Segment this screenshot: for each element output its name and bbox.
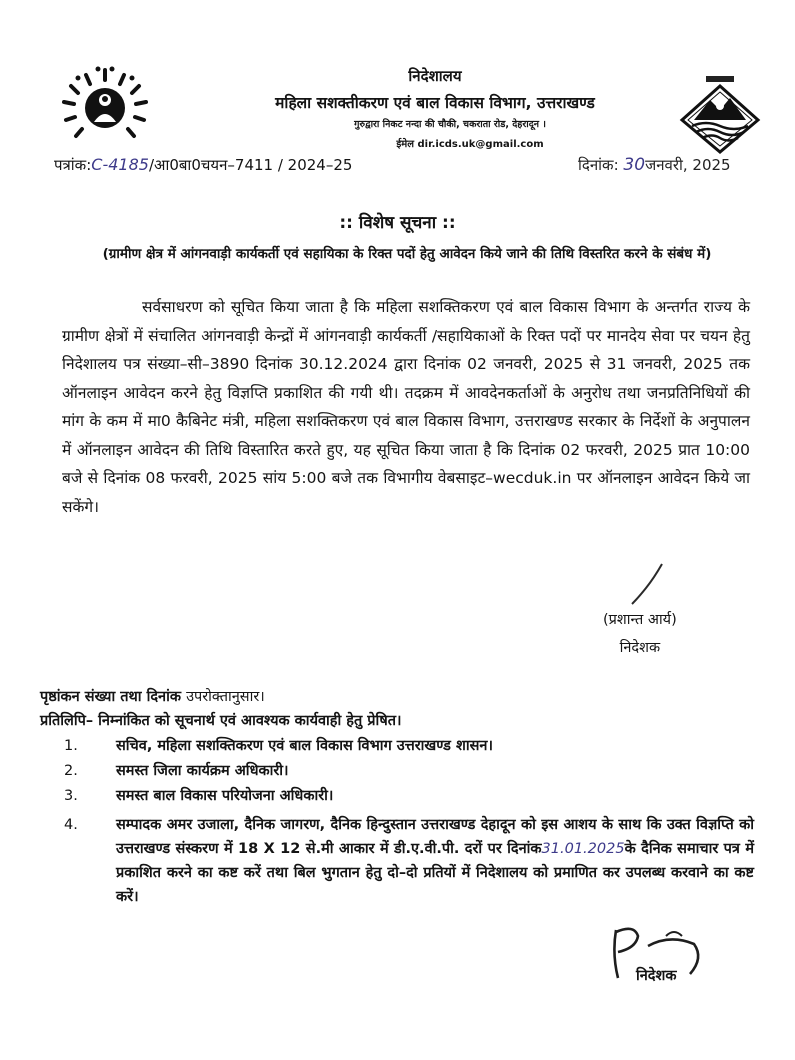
signatory-name: (प्रशान्त आर्य) [603, 612, 677, 628]
list-item-text: सम्पादक अमर उजाला, दैनिक जागरण, दैनिक हिन्दुस्तान उत्तराखण्ड देहादून को इस आशय के साथ कि उक्त विज्ञप्ति को उत्तराखण्ड संस्करण में 18 X 12 से.मी आकार में डी.ए.वी.पी. दरों पर दिनांक [116, 817, 754, 857]
notice-heading: (ग्रामीण क्षेत्र में आंगनवाड़ी कार्यकर्ती एवं सहायिका के रिक्त पदों हेतु आवेदन किये जाने की तिथि विस्तरित करने के संबंध में) [102, 246, 712, 262]
list-item-number: 1. [64, 738, 78, 754]
notice-title: :: विशेष सूचना :: [339, 213, 456, 233]
date-handwritten: 30 [623, 155, 646, 175]
endorsement-label: पृष्ठांकन संख्या तथा दिनांक [40, 689, 181, 705]
list-item-text: समस्त बाल विकास परियोजना अधिकारी। [116, 788, 334, 804]
list-item [64, 759, 754, 784]
list-item [64, 734, 754, 759]
date-suffix: जनवरी, 2025 [645, 156, 731, 174]
list-item-text-continued: के दैनिक समाचार पत्र में प्रकाशित करने का कष्ट करें तथा बिल भुगतान हेतु दो–दो प्रतियों में निदेशालय को प्रमाणित कर उपलब्ध करवाने का कष्ट करें। [116, 841, 754, 905]
date-prefix: दिनांक: [578, 156, 619, 174]
icds-emblem-logo [58, 66, 153, 148]
header-address: गुरुद्वारा निकट नन्दा की चौकी, चकराता रोड, देहरादून । [354, 119, 546, 130]
reference-prefix: पत्रांक: [54, 156, 92, 174]
copy-intro: प्रतिलिपि– निम्नांकित को सूचनार्थ एवं आवश्यक कार्यवाही हेतु प्रेषित। [40, 713, 402, 729]
handwritten-publication-date: 31.01.2025 [541, 841, 625, 857]
list-item-text: सचिव, महिला सशक्तिकरण एवं बाल विकास विभाग उत्तराखण्ड शासन। [116, 738, 493, 754]
list-item-number: 4. [64, 817, 78, 833]
list-item [64, 813, 754, 909]
reference-number [54, 155, 352, 175]
uttarakhand-emblem-logo [676, 76, 764, 154]
reference-handwritten: C-4185 [91, 155, 149, 174]
list-item-number: 2. [64, 763, 78, 779]
endorsement-value: उपरोक्तानुसार। [186, 689, 265, 705]
list-item [64, 784, 754, 809]
list-item-text: समस्त जिला कार्यक्रम अधिकारी। [116, 763, 289, 779]
list-item-number: 3. [64, 788, 78, 804]
header-directorate: निदेशालय [408, 67, 462, 85]
signatory-block [603, 606, 677, 662]
reference-suffix: /आ0बा0चयन–7411 / 2024–25 [148, 156, 353, 174]
header-department: महिला सशक्तीकरण एवं बाल विकास विभाग, उत्तराखण्ड [275, 94, 595, 112]
signature-mark [610, 560, 670, 610]
notice-body: सर्वसाधरण को सूचित किया जाता है कि महिला सशक्तिकरण एवं बाल विकास विभाग के अन्तर्गत राज्य के ग्रामीण क्षेत्रों में संचालित आंगनवाड़ी केन्द्रों में आंगनवाड़ी कार्यकर्ती /सहायिकाओं के रिक्त पदों पर मानदेय सेवा पर चयन हेतु निदेशालय पत्र संख्या–सी–3890 दिनांक 30.12.2024 द्वारा दिनांक 02 जनवरी, 2025 से 31 जनवरी, 2025 तक ऑनलाइन आवेदन करने हेतु विज्ञप्ति प्रकाशित की गयी थी। तदक्रम में आवदेनकर्ताओं के अनुरोध तथा जनप्रतिनिधियों की मांग के कम में मा0 कैबिनेट मंत्री, महिला सशक्तिकरण एवं बाल विकास विभाग, उत्तराखण्ड सरकार के निर्देशों के अनुपालन में ऑनलाइन आवेदन की तिथि विस्तारित करते हुए, यह सूचित किया जाता है कि दिनांक 02 फरवरी, 2025 प्रात 10:00 बजे से दिनांक 08 फरवरी, 2025 सांय 5:00 बजे तक विभागीय वेबसाइट–wecduk.in पर ऑनलाइन आवेदन किये जा सकेंगे। [62, 298, 750, 516]
signatory-designation: निदेशक [619, 640, 661, 656]
endorsement-line [40, 686, 265, 706]
header-email: ईमेल dir.icds.uk@gmail.com [396, 139, 544, 150]
copy-list [64, 734, 754, 909]
final-signature-designation: निदेशक [636, 968, 677, 984]
letter-date [578, 155, 731, 175]
